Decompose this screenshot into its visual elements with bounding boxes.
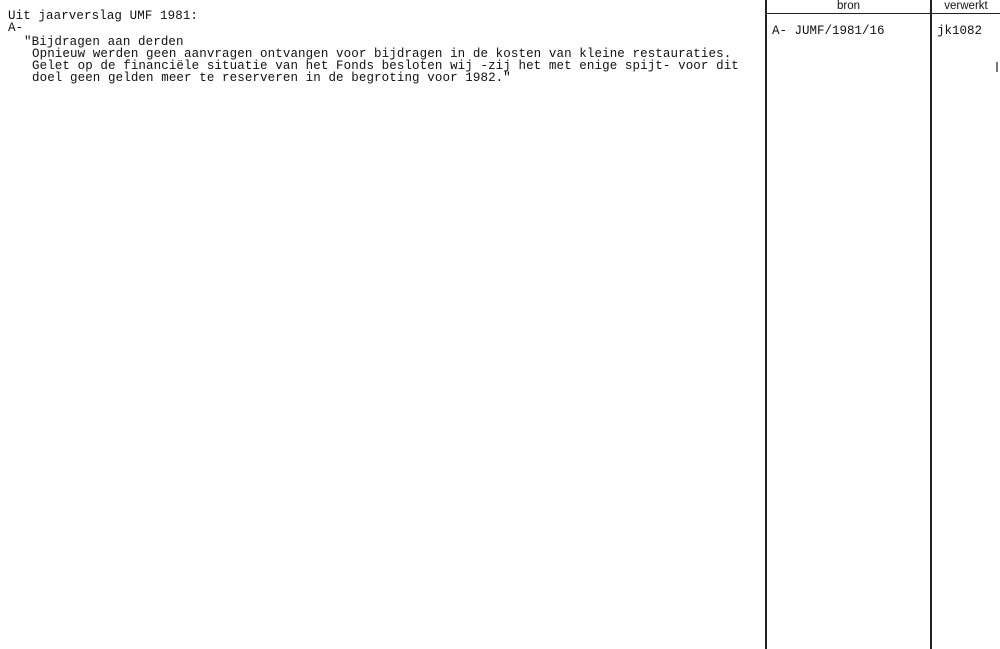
column-divider-left — [765, 0, 767, 649]
header-rule — [765, 13, 1000, 14]
quote-title: "Bijdragen aan derden — [24, 35, 184, 49]
verwerkt-value: jk1082 — [937, 24, 983, 38]
scan-mark — [996, 62, 998, 72]
column-divider-middle — [930, 0, 932, 649]
body-line-1: Opnieuw werden geen aanvragen ontvangen voor bijdragen in de kosten van kleine restauraties. — [32, 47, 732, 61]
verwerkt-header: verwerkt — [944, 0, 988, 12]
section-marker: A- — [8, 21, 24, 35]
bron-value: A- JUMF/1981/16 — [772, 24, 885, 38]
body-line-3: doel geen gelden meer te reserveren in de begroting voor 1982." — [32, 71, 511, 85]
body-line-2: Gelet op de financiële situatie van het Fonds besloten wij -zij het met enige spijt- voor dit — [32, 59, 739, 73]
bron-header: bron — [836, 0, 861, 12]
heading: Uit jaarverslag UMF 1981: — [8, 9, 199, 23]
